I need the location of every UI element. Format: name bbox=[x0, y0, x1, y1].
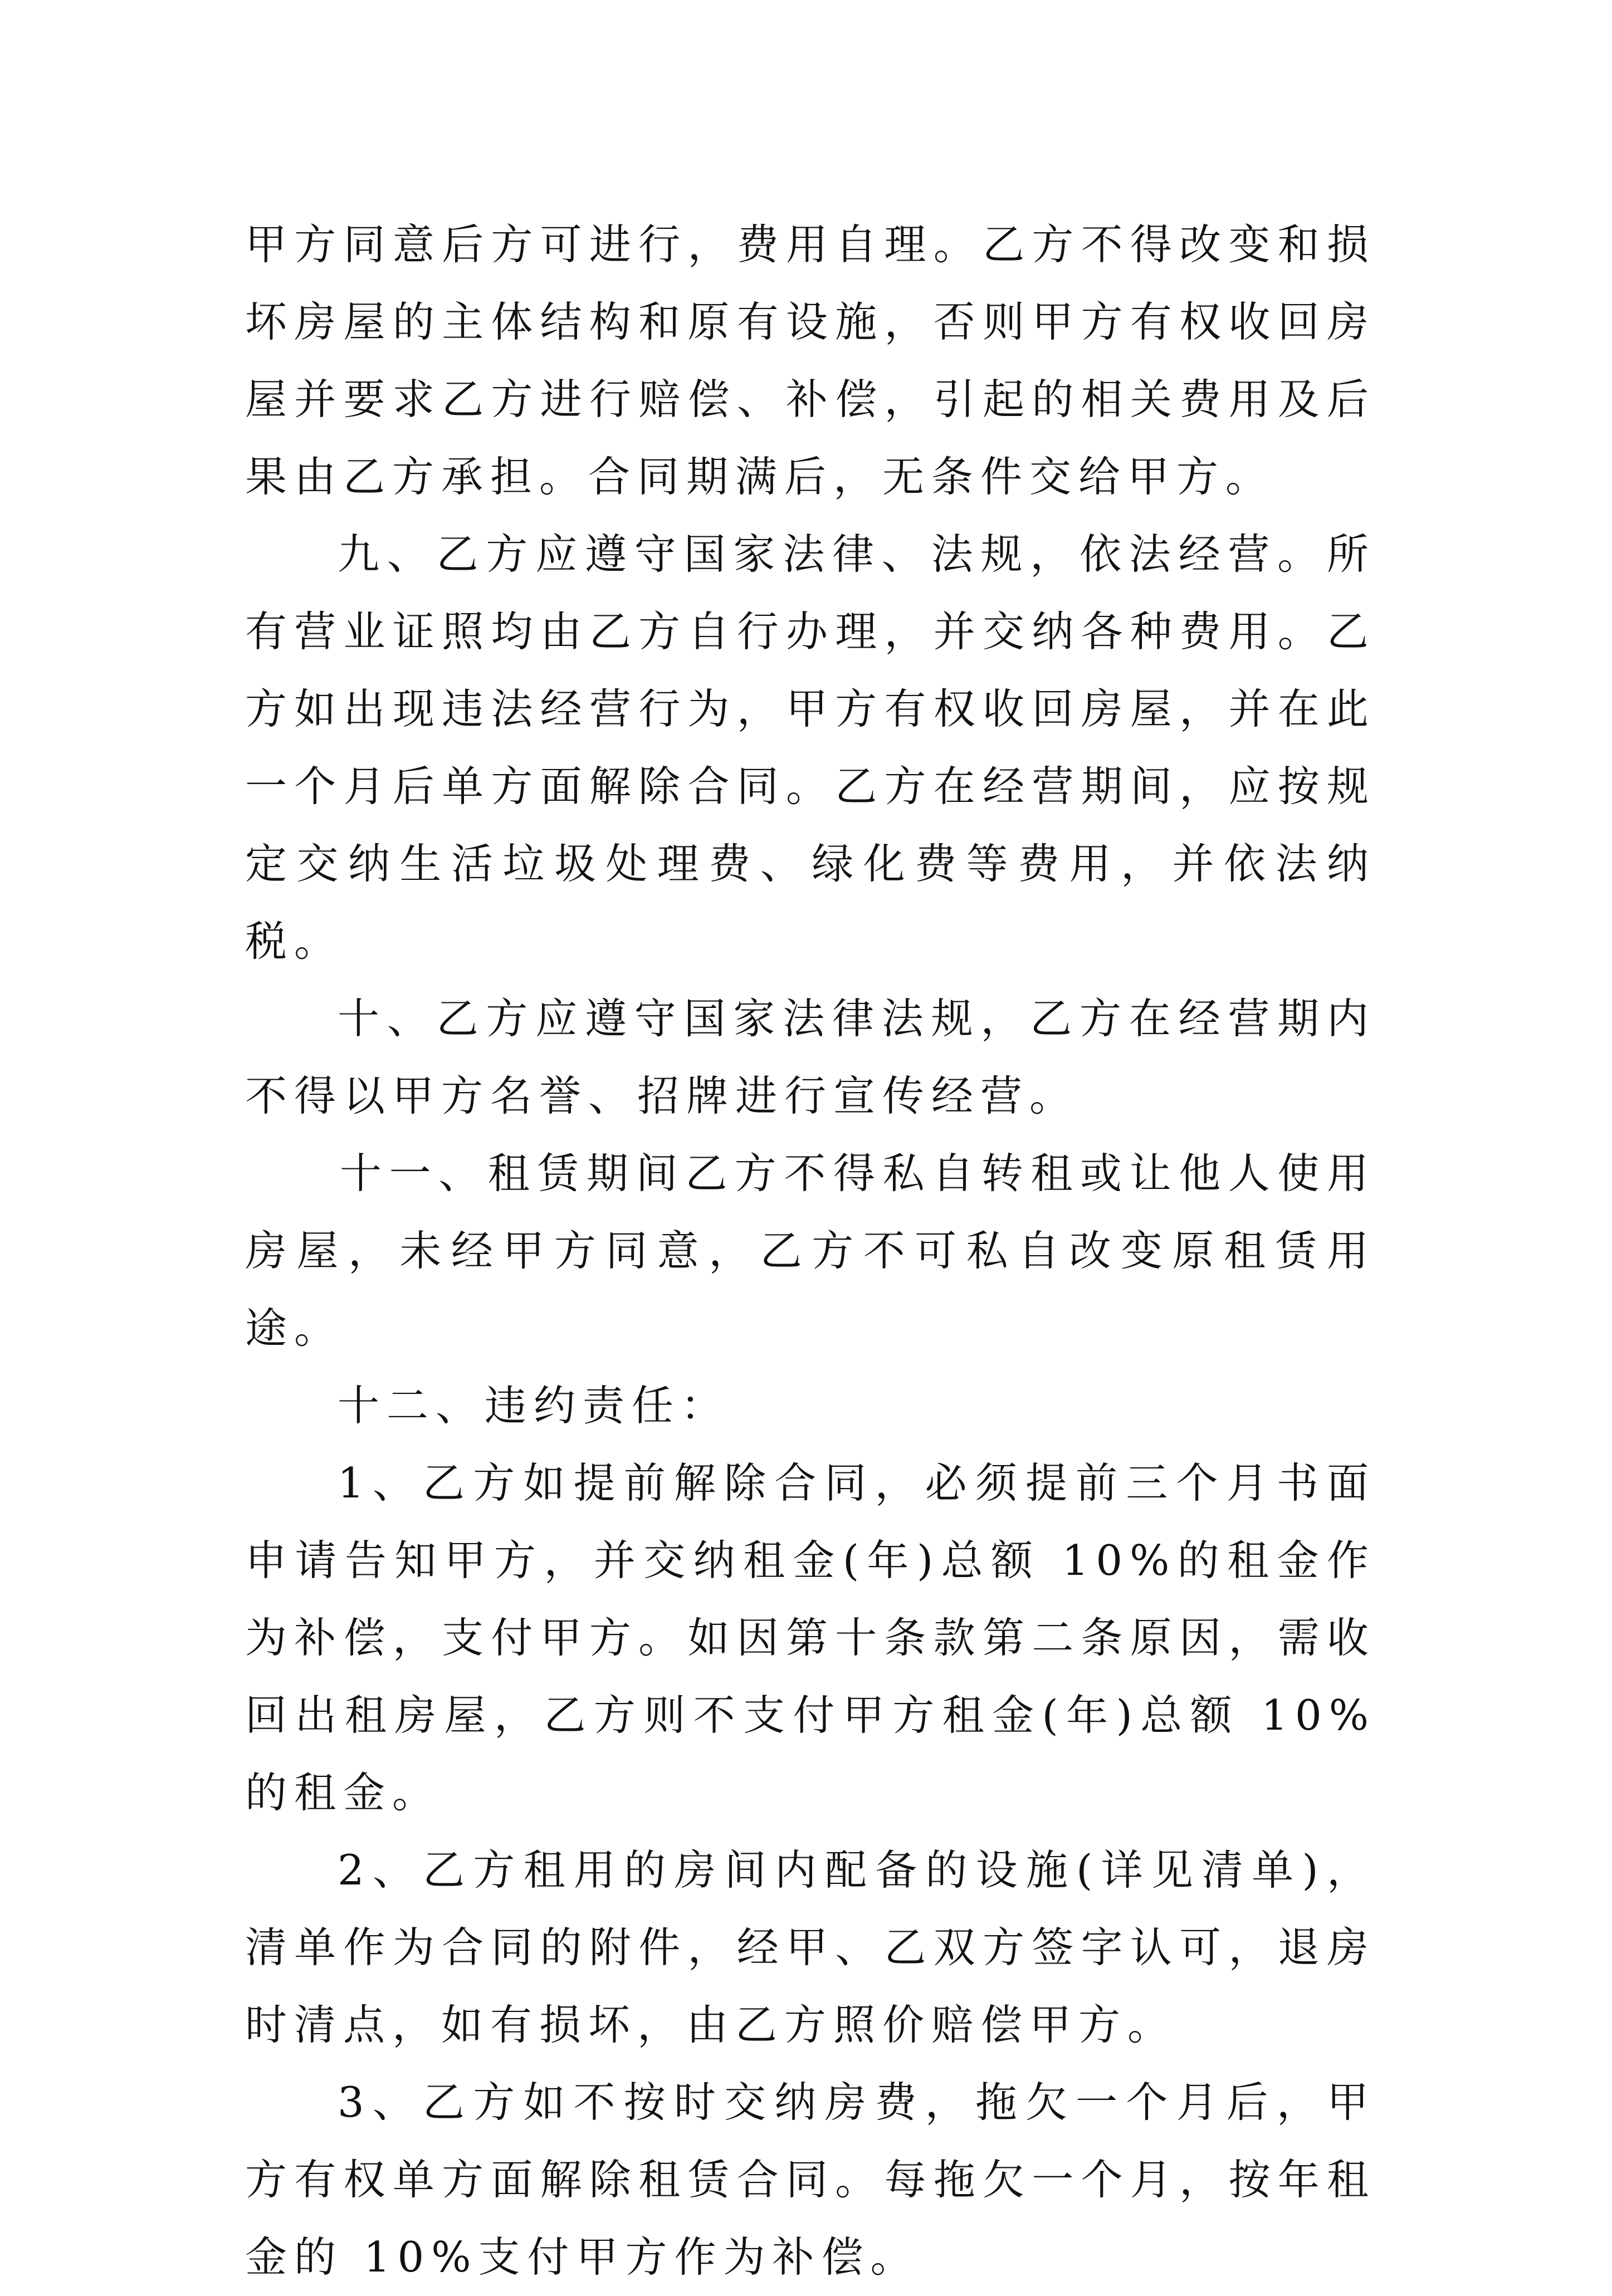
document-body bbox=[245, 206, 1376, 2296]
clause-12-heading: 十二、违约责任： bbox=[338, 1381, 730, 1430]
clause-12-item-1: 1、乙方如提前解除合同，必须提前三个月书面申请告知甲方，并交纳租金(年)总额 10%的租金作为补偿，支付甲方。如因第十条款第二条原因，需收回出租房屋，乙方则不支付甲方租金(年)总额 10%的租金。 bbox=[245, 1458, 1376, 1817]
clause-9: 九、乙方应遵守国家法律、法规，依法经营。所有营业证照均由乙方自行办理，并交纳各种费用。乙方如出现违法经营行为，甲方有权收回房屋，并在此一个月后单方面解除合同。乙方在经营期间，应按规定交纳生活垃圾处理费、绿化费等费用，并依法纳税。 bbox=[245, 530, 1376, 966]
paragraph-continuation: 甲方同意后方可进行，费用自理。乙方不得改变和损坏房屋的主体结构和原有设施，否则甲方有权收回房屋并要求乙方进行赔偿、补偿，引起的相关费用及后果由乙方承担。合同期满后，无条件交给甲方。 bbox=[245, 220, 1376, 501]
clause-12-item-2: 2、乙方租用的房间内配备的设施(详见清单)，清单作为合同的附件，经甲、乙双方签字认可，退房时清点，如有损坏，由乙方照价赔偿甲方。 bbox=[245, 1845, 1376, 2049]
clause-10: 十、乙方应遵守国家法律法规，乙方在经营期内不得以甲方名誉、招牌进行宣传经营。 bbox=[245, 994, 1376, 1120]
clause-12-item-3: 3、乙方如不按时交纳房费，拖欠一个月后，甲方有权单方面解除租赁合同。每拖欠一个月，按年租金的 10%支付甲方作为补偿。 bbox=[245, 2078, 1376, 2282]
clause-11: 十一、租赁期间乙方不得私自转租或让他人使用房屋，未经甲方同意，乙方不可私自改变原租赁用途。 bbox=[245, 1149, 1376, 1353]
